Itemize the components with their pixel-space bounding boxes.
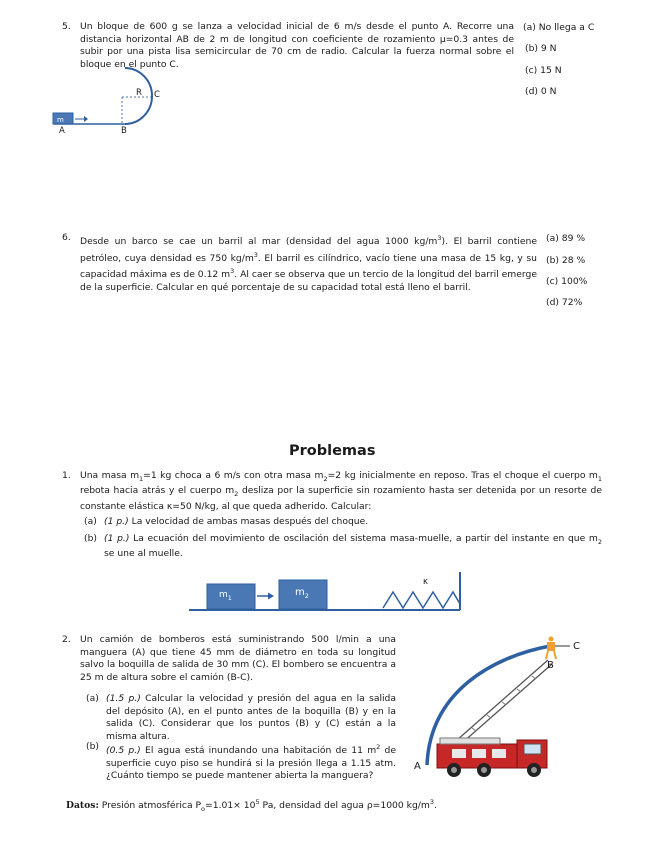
kappa-label: κ xyxy=(423,577,429,587)
hose-c-label: C xyxy=(573,641,580,652)
p2-a-label: (a) xyxy=(86,693,99,704)
point-b-label: B xyxy=(121,126,127,136)
p1-a-label: (a) xyxy=(84,516,97,527)
q5-number: 5. xyxy=(62,21,71,32)
hose-b-label: B xyxy=(547,660,554,671)
p2-b-text: (0.5 p.) El agua está inundando una habitación de 11 $m^2$ de superficie cuyo piso se hundirá si la presión llega a 1.15 atm. ¿Cuánto tiempo se puede mantener abierta la manguera? xyxy=(106,743,397,782)
q5-option-a: (a) No llega a C xyxy=(523,22,595,33)
q5-option-d: (d) 0 N xyxy=(525,86,557,97)
radius-label: R xyxy=(136,88,142,98)
q5-option-b: (b) 9 N xyxy=(525,43,557,54)
q5-text: Un bloque de 600 g se lanza a velocidad inicial de 6 m/s desde el punto A. Recorre una distancia horizontal AB de 2 m de longitud con coeficiente de rozamiento μ=0.3 antes de subir por una pista lisa semicircular de 70 cm de radio. Calcular la fuerza normal sobre el bloque en el punto C. xyxy=(80,21,514,70)
ladder xyxy=(457,660,552,743)
mass2-label: $m_2$ xyxy=(295,587,309,600)
p1-number: 1. xyxy=(62,470,71,481)
q6-option-a: (a) 89 % xyxy=(546,233,586,244)
p1-a-text: (1 p.) La velocidad de ambas masas después del choque. xyxy=(104,516,369,527)
problemas-heading: Problemas xyxy=(289,443,376,459)
q6-option-c: (c) 100% xyxy=(546,276,588,287)
mass1-label: $m_1$ xyxy=(219,590,232,602)
datos-line: Datos: Presión atmosférica $P_o=1.01\times 10^5$ Pa, densidad del agua ρ=1000 $kg/m^3$. xyxy=(66,798,437,813)
point-c-label: C xyxy=(154,90,160,100)
p2-text: Un camión de bomberos está suministrando 500 l/min a una manguera (A) que tiene 45 mm de diámetro en toda su longitud salvo la boquilla de salida de 30 mm (C). El bombero se encuentra a 25 m de altura sobre el camión (B-C). xyxy=(80,634,396,683)
q6-option-d: (d) 72% xyxy=(546,297,583,308)
p2-a-text: (1.5 p.) Calcular la velocidad y presión del agua en la salida del depósito (A), en el punto antes de la boquilla (B) y en la salida (C). Considerar que los puntos (B) y (C) están a la misma altura. xyxy=(106,693,397,742)
fire-truck xyxy=(437,738,547,777)
hose-a-label: A xyxy=(414,761,421,772)
p2-b-label: (b) xyxy=(86,741,100,752)
q6-number: 6. xyxy=(62,232,71,243)
p1-b-text: (1 p.) La ecuación del movimiento de oscilación del sistema masa-muelle, a partir del instante en que $m_2$ se une al muelle. xyxy=(104,533,603,560)
block-label: m xyxy=(57,116,64,124)
q6-option-b: (b) 28 % xyxy=(546,255,586,266)
spring xyxy=(383,592,460,608)
q6-text: Desde un barco se cae un barril al mar (densidad del agua 1000 $kg/m^3$). El barril contiene petróleo, cuya densidad es 750 $kg/m^3$. El barril es cilíndrico, vacío tiene una masa de 15 kg, y su capacidad máxima es de 0.12 $m^3$. Al caer se observa que un tercio de la longitud del barril emerge de la superficie. Calcular en qué porcentaje de su capacidad total está lleno el barril. xyxy=(80,234,538,293)
point-a-label: A xyxy=(59,126,65,136)
p2-number: 2. xyxy=(62,634,71,645)
p1-text: Una masa $m_1=1$ kg choca a 6 m/s con otra masa $m_2=2$ kg inicialmente en reposo. Tras el choque el cuerpo $m_1$ rebota hacia atrás y el cuerpo $m_2$ desliza por la superficie sin rozamiento hasta ser detenida por un resorte de constante elástica κ=50 N/kg, al que queda adherido. Calcular: xyxy=(80,470,602,512)
p1-b-label: (b) xyxy=(84,533,98,544)
q5-option-c: (c) 15 N xyxy=(525,65,562,76)
firefighter xyxy=(546,637,556,660)
p2-figure xyxy=(412,632,597,782)
